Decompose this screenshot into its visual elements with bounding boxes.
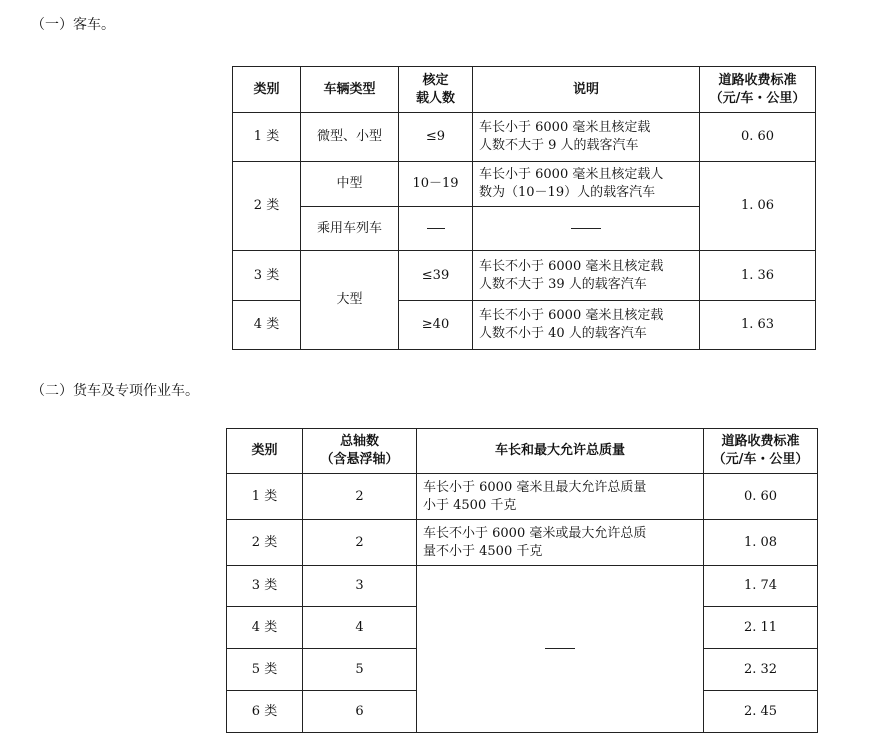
passenger-section-heading: （一）客车。	[31, 17, 115, 33]
vehicle-type-cell: 微型、小型	[301, 113, 399, 162]
axles-cell: 2	[303, 520, 417, 566]
table-row	[227, 474, 818, 520]
table-row	[233, 113, 816, 162]
header-rate: 道路收费标准 （元/车・公里）	[704, 429, 818, 474]
rate-cell: 1. 08	[704, 520, 818, 566]
description-cell: 车长小于 6000 毫米且核定载人 数为（10－19）人的载客汽车	[473, 162, 700, 207]
dash-mark	[427, 228, 445, 229]
category-cell: 2 类	[233, 162, 301, 251]
header-vehicle-type: 车辆类型	[301, 67, 399, 113]
length-mass-cell	[417, 566, 704, 733]
header-description: 说明	[473, 67, 700, 113]
category-cell: 4 类	[227, 607, 303, 649]
vehicle-type-cell: 大型	[301, 251, 399, 350]
header-category: 类别	[227, 429, 303, 474]
rate-cell: 1. 36	[700, 251, 816, 301]
category-cell: 1 类	[233, 113, 301, 162]
seats-cell: ≤9	[399, 113, 473, 162]
header-length-mass: 车长和最大允许总质量	[417, 429, 704, 474]
table-row	[233, 162, 816, 207]
rate-cell: 1. 74	[704, 566, 818, 607]
vehicle-type-cell: 乘用车列车	[301, 207, 399, 251]
rate-cell: 2. 45	[704, 691, 818, 733]
description-cell: 车长小于 6000 毫米且核定载 人数不大于 9 人的载客汽车	[473, 113, 700, 162]
dash-mark	[571, 228, 601, 229]
rate-cell: 1. 06	[700, 162, 816, 251]
length-mass-cell: 车长小于 6000 毫米且最大允许总质量 小于 4500 千克	[417, 474, 704, 520]
header-axles: 总轴数 （含悬浮轴）	[303, 429, 417, 474]
seats-cell: 10－19	[399, 162, 473, 207]
header-rate: 道路收费标准 （元/车・公里）	[700, 67, 816, 113]
table-row	[233, 251, 816, 301]
header-category: 类别	[233, 67, 301, 113]
axles-cell: 2	[303, 474, 417, 520]
length-mass-cell: 车长不小于 6000 毫米或最大允许总质 量不小于 4500 千克	[417, 520, 704, 566]
category-cell: 3 类	[227, 566, 303, 607]
category-cell: 5 类	[227, 649, 303, 691]
rate-cell: 0. 60	[700, 113, 816, 162]
category-cell: 2 类	[227, 520, 303, 566]
category-cell: 1 类	[227, 474, 303, 520]
seats-cell: ≥40	[399, 301, 473, 350]
table-header-row	[227, 429, 818, 474]
header-seats: 核定 载人数	[399, 67, 473, 113]
category-cell: 6 类	[227, 691, 303, 733]
description-cell: 车长不小于 6000 毫米且核定载 人数不大于 39 人的载客汽车	[473, 251, 700, 301]
rate-cell: 1. 63	[700, 301, 816, 350]
table-header-row	[233, 67, 816, 113]
category-cell: 4 类	[233, 301, 301, 350]
passenger-rate-table	[232, 66, 816, 350]
rate-cell: 2. 32	[704, 649, 818, 691]
axles-cell: 5	[303, 649, 417, 691]
axles-cell: 4	[303, 607, 417, 649]
axles-cell: 3	[303, 566, 417, 607]
dash-mark	[545, 648, 575, 649]
category-cell: 3 类	[233, 251, 301, 301]
truck-rate-table	[226, 428, 818, 733]
seats-cell	[399, 207, 473, 251]
description-cell	[473, 207, 700, 251]
rate-cell: 2. 11	[704, 607, 818, 649]
description-cell: 车长不小于 6000 毫米且核定载 人数不小于 40 人的载客汽车	[473, 301, 700, 350]
rate-cell: 0. 60	[704, 474, 818, 520]
axles-cell: 6	[303, 691, 417, 733]
table-row	[227, 520, 818, 566]
truck-section-heading: （二）货车及专项作业车。	[31, 383, 199, 399]
vehicle-type-cell: 中型	[301, 162, 399, 207]
table-row	[227, 566, 818, 607]
seats-cell: ≤39	[399, 251, 473, 301]
